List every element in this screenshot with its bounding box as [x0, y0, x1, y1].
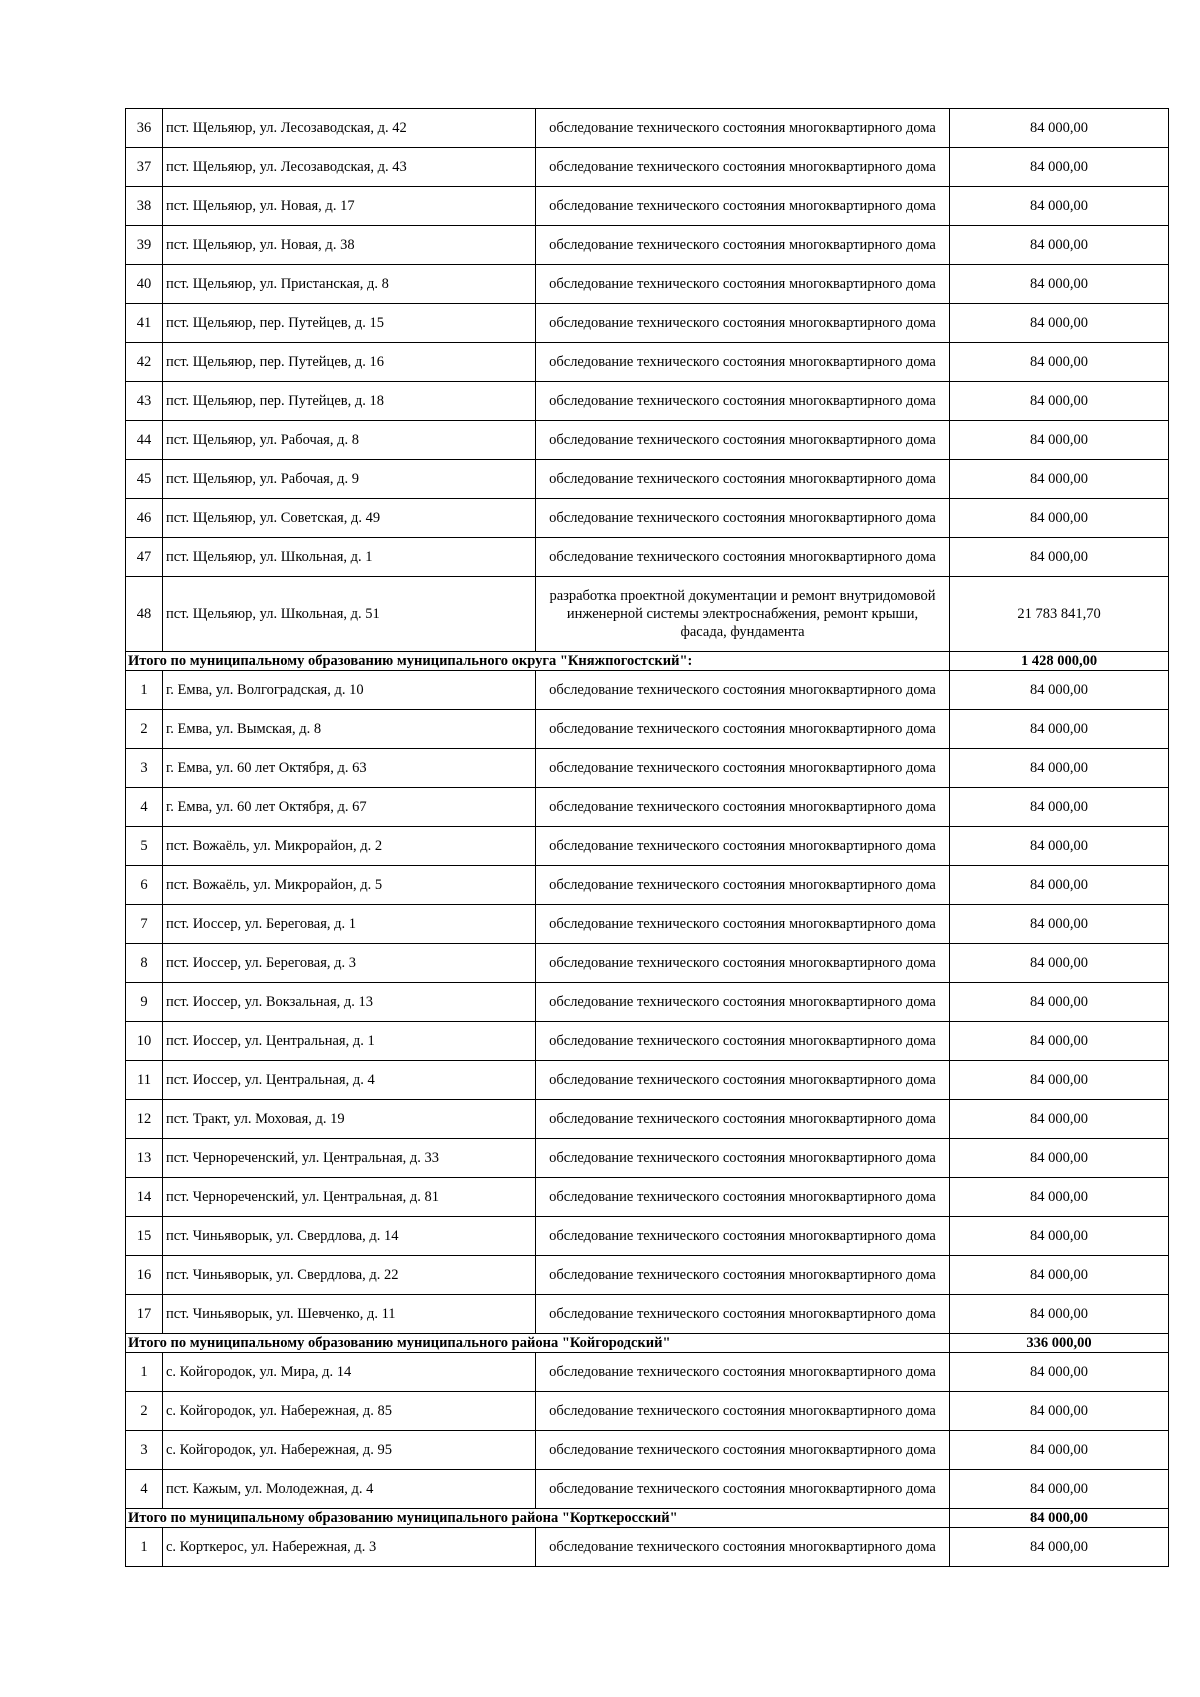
row-number: 1 [126, 671, 163, 710]
subtotal-amount: 336 000,00 [950, 1334, 1169, 1353]
row-address: пст. Щельяюр, пер. Путейцев, д. 18 [163, 382, 536, 421]
row-number: 15 [126, 1217, 163, 1256]
row-address: пст. Щельяюр, ул. Новая, д. 38 [163, 226, 536, 265]
row-amount: 84 000,00 [950, 827, 1169, 866]
row-work-type: обследование технического состояния многоквартирного дома [536, 944, 950, 983]
row-work-type: обследование технического состояния многоквартирного дома [536, 1256, 950, 1295]
row-number: 4 [126, 1470, 163, 1509]
table-row [126, 749, 1169, 788]
row-number: 13 [126, 1139, 163, 1178]
table-body [126, 109, 1169, 1567]
row-number: 48 [126, 577, 163, 652]
row-work-type: обследование технического состояния многоквартирного дома [536, 148, 950, 187]
row-work-type: обследование технического состояния многоквартирного дома [536, 226, 950, 265]
table-row [126, 827, 1169, 866]
row-amount: 84 000,00 [950, 1431, 1169, 1470]
table-row [126, 304, 1169, 343]
row-amount: 84 000,00 [950, 421, 1169, 460]
row-address: пст. Щельяюр, ул. Рабочая, д. 8 [163, 421, 536, 460]
row-amount: 84 000,00 [950, 265, 1169, 304]
row-address: г. Емва, ул. 60 лет Октября, д. 67 [163, 788, 536, 827]
row-work-type: обследование технического состояния многоквартирного дома [536, 827, 950, 866]
row-amount: 84 000,00 [950, 304, 1169, 343]
row-work-type: обследование технического состояния многоквартирного дома [536, 1528, 950, 1567]
row-amount: 84 000,00 [950, 1061, 1169, 1100]
row-amount: 84 000,00 [950, 1353, 1169, 1392]
row-amount: 84 000,00 [950, 749, 1169, 788]
table-row [126, 1061, 1169, 1100]
row-number: 44 [126, 421, 163, 460]
row-work-type: обследование технического состояния многоквартирного дома [536, 1295, 950, 1334]
table-row [126, 1431, 1169, 1470]
table-row [126, 1528, 1169, 1567]
row-number: 41 [126, 304, 163, 343]
row-work-type: обследование технического состояния многоквартирного дома [536, 343, 950, 382]
row-number: 46 [126, 499, 163, 538]
row-amount: 84 000,00 [950, 148, 1169, 187]
table-row [126, 1295, 1169, 1334]
row-work-type: обследование технического состояния многоквартирного дома [536, 1392, 950, 1431]
table-row [126, 226, 1169, 265]
row-amount: 84 000,00 [950, 710, 1169, 749]
row-number: 2 [126, 1392, 163, 1431]
row-address: пст. Иоссер, ул. Центральная, д. 4 [163, 1061, 536, 1100]
row-amount: 84 000,00 [950, 788, 1169, 827]
row-number: 47 [126, 538, 163, 577]
row-address: пст. Чернореченский, ул. Центральная, д. 81 [163, 1178, 536, 1217]
row-amount: 84 000,00 [950, 1392, 1169, 1431]
row-address: пст. Чиньяворык, ул. Свердлова, д. 22 [163, 1256, 536, 1295]
row-number: 36 [126, 109, 163, 148]
row-address: пст. Иоссер, ул. Береговая, д. 1 [163, 905, 536, 944]
table-row [126, 109, 1169, 148]
table-row [126, 1178, 1169, 1217]
subtotal-label: Итого по муниципальному образованию муниципального округа "Княжпогостский": [126, 652, 950, 671]
row-work-type: обследование технического состояния многоквартирного дома [536, 538, 950, 577]
row-number: 42 [126, 343, 163, 382]
table-row [126, 1256, 1169, 1295]
row-work-type: обследование технического состояния многоквартирного дома [536, 499, 950, 538]
table-row [126, 148, 1169, 187]
row-amount: 84 000,00 [950, 1217, 1169, 1256]
row-address: пст. Чиньяворык, ул. Шевченко, д. 11 [163, 1295, 536, 1334]
table-row [126, 983, 1169, 1022]
row-number: 8 [126, 944, 163, 983]
row-address: пст. Кажым, ул. Молодежная, д. 4 [163, 1470, 536, 1509]
table-row [126, 187, 1169, 226]
row-amount: 84 000,00 [950, 983, 1169, 1022]
table-row [126, 1392, 1169, 1431]
row-address: г. Емва, ул. Вымская, д. 8 [163, 710, 536, 749]
table-row [126, 577, 1169, 652]
row-work-type: обследование технического состояния многоквартирного дома [536, 1217, 950, 1256]
table-row [126, 382, 1169, 421]
row-amount: 84 000,00 [950, 1178, 1169, 1217]
row-address: пст. Щельяюр, ул. Рабочая, д. 9 [163, 460, 536, 499]
row-work-type: обследование технического состояния многоквартирного дома [536, 304, 950, 343]
row-address: пст. Тракт, ул. Моховая, д. 19 [163, 1100, 536, 1139]
row-address: пст. Чиньяворык, ул. Свердлова, д. 14 [163, 1217, 536, 1256]
row-number: 3 [126, 749, 163, 788]
row-number: 10 [126, 1022, 163, 1061]
table-row [126, 460, 1169, 499]
subtotal-amount: 1 428 000,00 [950, 652, 1169, 671]
table-row [126, 1022, 1169, 1061]
row-amount: 84 000,00 [950, 1528, 1169, 1567]
subtotal-amount: 84 000,00 [950, 1509, 1169, 1528]
row-amount: 84 000,00 [950, 460, 1169, 499]
row-address: с. Койгородок, ул. Набережная, д. 95 [163, 1431, 536, 1470]
table-row [126, 866, 1169, 905]
row-work-type: обследование технического состояния многоквартирного дома [536, 1470, 950, 1509]
row-address: пст. Щельяюр, ул. Пристанская, д. 8 [163, 265, 536, 304]
row-address: пст. Щельяюр, ул. Школьная, д. 1 [163, 538, 536, 577]
row-number: 39 [126, 226, 163, 265]
row-work-type: обследование технического состояния многоквартирного дома [536, 460, 950, 499]
row-number: 43 [126, 382, 163, 421]
subtotal-row [126, 652, 1169, 671]
row-number: 40 [126, 265, 163, 304]
row-amount: 84 000,00 [950, 1295, 1169, 1334]
row-address: г. Емва, ул. 60 лет Октября, д. 63 [163, 749, 536, 788]
row-amount: 84 000,00 [950, 905, 1169, 944]
row-number: 5 [126, 827, 163, 866]
row-work-type: обследование технического состояния многоквартирного дома [536, 983, 950, 1022]
row-work-type: обследование технического состояния многоквартирного дома [536, 421, 950, 460]
row-work-type: обследование технического состояния многоквартирного дома [536, 382, 950, 421]
subtotal-label: Итого по муниципальному образованию муниципального района "Корткеросский" [126, 1509, 950, 1528]
table-row [126, 905, 1169, 944]
table-row [126, 538, 1169, 577]
table-row [126, 944, 1169, 983]
row-work-type: обследование технического состояния многоквартирного дома [536, 1178, 950, 1217]
row-number: 7 [126, 905, 163, 944]
row-amount: 84 000,00 [950, 343, 1169, 382]
repair-works-table [125, 108, 1169, 1567]
table-row [126, 1353, 1169, 1392]
row-address: пст. Чернореченский, ул. Центральная, д. 33 [163, 1139, 536, 1178]
table-row [126, 343, 1169, 382]
row-address: с. Койгородок, ул. Набережная, д. 85 [163, 1392, 536, 1431]
row-address: с. Корткерос, ул. Набережная, д. 3 [163, 1528, 536, 1567]
row-work-type: обследование технического состояния многоквартирного дома [536, 710, 950, 749]
row-amount: 84 000,00 [950, 382, 1169, 421]
row-work-type: обследование технического состояния многоквартирного дома [536, 1431, 950, 1470]
row-address: с. Койгородок, ул. Мира, д. 14 [163, 1353, 536, 1392]
row-number: 2 [126, 710, 163, 749]
row-amount: 84 000,00 [950, 499, 1169, 538]
row-amount: 84 000,00 [950, 944, 1169, 983]
row-number: 6 [126, 866, 163, 905]
row-work-type: обследование технического состояния многоквартирного дома [536, 671, 950, 710]
row-number: 14 [126, 1178, 163, 1217]
table-row [126, 1100, 1169, 1139]
table-row [126, 421, 1169, 460]
row-number: 38 [126, 187, 163, 226]
row-number: 12 [126, 1100, 163, 1139]
row-address: пст. Щельяюр, ул. Новая, д. 17 [163, 187, 536, 226]
row-amount: 84 000,00 [950, 1100, 1169, 1139]
row-work-type: обследование технического состояния многоквартирного дома [536, 866, 950, 905]
document-page [125, 108, 1168, 1567]
row-work-type: обследование технического состояния многоквартирного дома [536, 1353, 950, 1392]
row-amount: 84 000,00 [950, 1022, 1169, 1061]
row-address: пст. Щельяюр, ул. Школьная, д. 51 [163, 577, 536, 652]
row-address: пст. Иоссер, ул. Вокзальная, д. 13 [163, 983, 536, 1022]
table-row [126, 1470, 1169, 1509]
row-work-type: обследование технического состояния многоквартирного дома [536, 788, 950, 827]
row-number: 9 [126, 983, 163, 1022]
row-work-type: обследование технического состояния многоквартирного дома [536, 1061, 950, 1100]
row-work-type: обследование технического состояния многоквартирного дома [536, 109, 950, 148]
row-work-type: обследование технического состояния многоквартирного дома [536, 1100, 950, 1139]
row-amount: 84 000,00 [950, 187, 1169, 226]
table-row [126, 1217, 1169, 1256]
row-address: пст. Щельяюр, пер. Путейцев, д. 15 [163, 304, 536, 343]
table-row [126, 671, 1169, 710]
row-number: 11 [126, 1061, 163, 1100]
row-work-type: обследование технического состояния многоквартирного дома [536, 187, 950, 226]
table-row [126, 265, 1169, 304]
table-row [126, 499, 1169, 538]
row-amount: 84 000,00 [950, 1256, 1169, 1295]
row-amount: 84 000,00 [950, 866, 1169, 905]
row-address: г. Емва, ул. Волгоградская, д. 10 [163, 671, 536, 710]
row-number: 16 [126, 1256, 163, 1295]
row-number: 37 [126, 148, 163, 187]
row-number: 1 [126, 1353, 163, 1392]
row-number: 1 [126, 1528, 163, 1567]
row-amount: 84 000,00 [950, 1470, 1169, 1509]
row-address: пст. Щельяюр, пер. Путейцев, д. 16 [163, 343, 536, 382]
row-address: пст. Вожаёль, ул. Микрорайон, д. 5 [163, 866, 536, 905]
row-work-type: обследование технического состояния многоквартирного дома [536, 905, 950, 944]
row-work-type: обследование технического состояния многоквартирного дома [536, 265, 950, 304]
row-work-type: обследование технического состояния многоквартирного дома [536, 1022, 950, 1061]
table-row [126, 788, 1169, 827]
row-address: пст. Щельяюр, ул. Лесозаводская, д. 43 [163, 148, 536, 187]
row-address: пст. Вожаёль, ул. Микрорайон, д. 2 [163, 827, 536, 866]
row-amount: 84 000,00 [950, 1139, 1169, 1178]
row-address: пст. Иоссер, ул. Центральная, д. 1 [163, 1022, 536, 1061]
table-row [126, 1139, 1169, 1178]
row-address: пст. Иоссер, ул. Береговая, д. 3 [163, 944, 536, 983]
subtotal-row [126, 1334, 1169, 1353]
row-amount: 84 000,00 [950, 538, 1169, 577]
subtotal-label: Итого по муниципальному образованию муниципального района "Койгородский" [126, 1334, 950, 1353]
row-number: 45 [126, 460, 163, 499]
row-amount: 84 000,00 [950, 671, 1169, 710]
row-number: 17 [126, 1295, 163, 1334]
subtotal-row [126, 1509, 1169, 1528]
row-work-type: разработка проектной документации и ремонт внутридомовой инженерной системы электроснабжения, ремонт крыши, фасада, фундамента [536, 577, 950, 652]
row-address: пст. Щельяюр, ул. Советская, д. 49 [163, 499, 536, 538]
row-amount: 84 000,00 [950, 109, 1169, 148]
row-amount: 84 000,00 [950, 226, 1169, 265]
row-work-type: обследование технического состояния многоквартирного дома [536, 749, 950, 788]
row-work-type: обследование технического состояния многоквартирного дома [536, 1139, 950, 1178]
row-address: пст. Щельяюр, ул. Лесозаводская, д. 42 [163, 109, 536, 148]
row-number: 3 [126, 1431, 163, 1470]
row-amount: 21 783 841,70 [950, 577, 1169, 652]
row-number: 4 [126, 788, 163, 827]
table-row [126, 710, 1169, 749]
